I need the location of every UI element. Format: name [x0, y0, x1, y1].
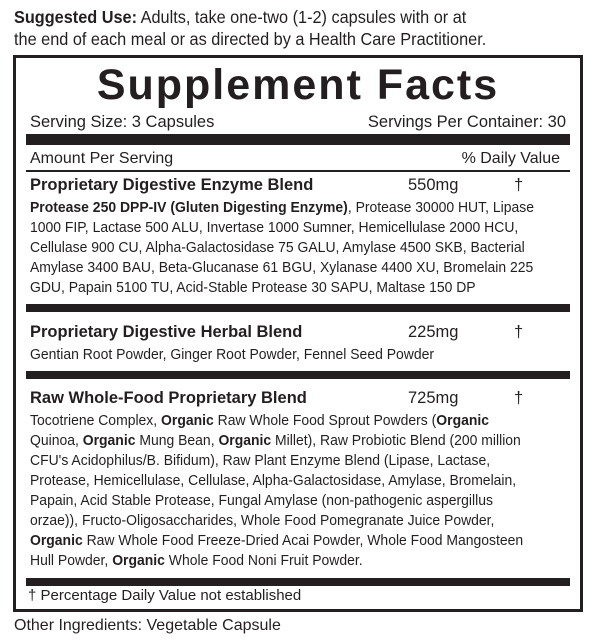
herbal-blend-amount: 225mg [408, 323, 459, 341]
ingredient-text: Millet), Raw Probiotic Blend (200 million [271, 432, 521, 449]
enzyme-blend-amount: 550mg [408, 176, 459, 194]
organic-label: Organic [82, 432, 136, 449]
ingredient-line: GDU, Papain 5100 TU, Acid-Stable Protease 30 SAPU, Maltase 150 DP [30, 279, 476, 296]
ingredient-text: Tocotriene Complex, [30, 412, 162, 429]
suggested-use-text-2: the end of each meal or as directed by a Health Care Practitioner. [14, 29, 487, 49]
other-ingredients: Other Ingredients: Vegetable Capsule [14, 617, 281, 634]
ingredient-line: 1000 FIP, Lactase 500 ALU, Invertase 1000 Sumner, Hemicellulase 2000 HCU, [30, 219, 519, 236]
enzyme-blend-ingredients [30, 198, 568, 298]
ingredient-line: Cellulase 900 CU, Alpha-Galactosidase 75 GALU, Amylase 4500 SKB, Bacterial [30, 239, 525, 256]
ingredient-line: Protease, Hemicellulase, Cellulase, Alpha-Galactosidase, Amylase, Bromelain, [30, 472, 517, 489]
enzyme-blend-name: Proprietary Digestive Enzyme Blend [30, 176, 314, 194]
ingredient-text: Whole Food Noni Fruit Powder. [164, 552, 363, 569]
herbal-blend-dv: † [514, 323, 524, 341]
panel-title: Supplement Facts [96, 61, 500, 109]
ingredient-line: Papain, Acid Stable Protease, Fungal Amylase (non-pathogenic aspergillus [30, 492, 493, 509]
herbal-blend-name: Proprietary Digestive Herbal Blend [30, 323, 303, 341]
supplement-facts-panel [13, 55, 583, 612]
whole-food-blend-amount: 725mg [408, 389, 459, 407]
ingredient-line: , Protease 30000 HUT, Lipase [347, 199, 534, 216]
ingredient-line: Gentian Root Powder, Ginger Root Powder, Fennel Seed Powder [30, 346, 435, 363]
thick-divider [26, 134, 570, 145]
ingredient-line: orzae)), Fructo-Oligosaccharides, Whole Food Pomegranate Juice Powder, [30, 512, 495, 529]
organic-label: Organic [218, 432, 272, 449]
organic-label: Organic [30, 532, 83, 549]
ingredient-text: Raw Whole Food Sprout Powders ( [213, 412, 437, 429]
whole-food-blend-ingredients [30, 411, 568, 571]
organic-label: Organic [112, 552, 165, 569]
amount-per-serving-header: Amount Per Serving [30, 150, 174, 167]
whole-food-blend-name: Raw Whole-Food Proprietary Blend [30, 389, 307, 407]
daily-value-header: % Daily Value [461, 150, 560, 167]
enzyme-lead-bold: Protease 250 DPP-IV (Gluten Digesting Enzyme) [30, 199, 348, 216]
whole-food-blend-dv: † [514, 389, 524, 407]
suggested-use [14, 6, 553, 50]
herbal-blend-ingredients [30, 345, 568, 365]
servings-per-container: Servings Per Container: 30 [367, 113, 566, 131]
daily-value-footnote: † Percentage Daily Value not established [28, 587, 302, 604]
ingredient-text: Quinoa, [30, 432, 83, 449]
ingredient-text: Hull Powder, [30, 552, 113, 569]
ingredient-text: Raw Whole Food Freeze-Dried Acai Powder, Whole Food Mangosteen [82, 532, 524, 549]
thick-divider [26, 578, 570, 586]
serving-size: Serving Size: 3 Capsules [30, 113, 215, 131]
suggested-use-text-1: Adults, take one-two (1-2) capsules with or at [136, 7, 467, 27]
ingredient-text: Mung Bean, [135, 432, 219, 449]
organic-label: Organic [161, 412, 214, 429]
thick-divider [26, 371, 570, 379]
thick-divider [26, 304, 570, 312]
enzyme-blend-dv: † [514, 176, 524, 194]
suggested-use-label: Suggested Use: [14, 7, 137, 27]
thin-divider [26, 170, 570, 172]
ingredient-line: CFU's Acidophilus/B. Bifidum), Raw Plant Enzyme Blend (Lipase, Lactase, [30, 452, 491, 469]
organic-label: Organic [436, 412, 490, 429]
ingredient-line: Amylase 3400 BAU, Beta-Glucanase 61 BGU, Xylanase 4400 XU, Bromelain 225 [30, 259, 534, 276]
